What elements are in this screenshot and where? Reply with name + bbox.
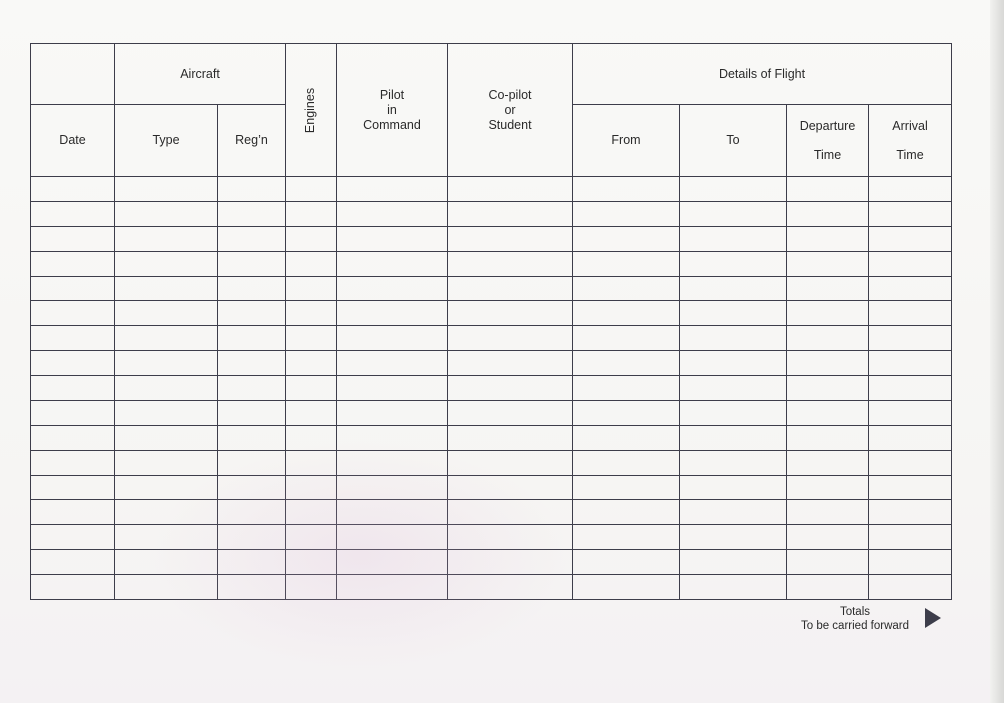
log-cell[interactable] — [31, 301, 115, 326]
log-cell[interactable] — [680, 425, 787, 450]
flight-log-body — [31, 177, 952, 600]
log-cell[interactable] — [115, 450, 218, 475]
log-cell[interactable] — [31, 276, 115, 301]
log-cell[interactable] — [573, 226, 680, 251]
log-cell[interactable] — [787, 525, 869, 550]
log-cell[interactable] — [31, 351, 115, 376]
log-cell[interactable] — [337, 475, 448, 500]
log-cell[interactable] — [218, 177, 286, 202]
log-cell[interactable] — [31, 376, 115, 401]
log-cell[interactable] — [787, 450, 869, 475]
header-details-of-flight: Details of Flight — [573, 44, 952, 105]
log-row — [31, 251, 952, 276]
log-cell[interactable] — [337, 226, 448, 251]
log-cell[interactable] — [218, 550, 286, 575]
header-engines-label: Engines — [303, 87, 318, 133]
totals-note — [790, 605, 920, 633]
log-cell[interactable] — [115, 376, 218, 401]
header-engines — [286, 44, 337, 177]
log-cell[interactable] — [869, 351, 952, 376]
log-cell[interactable] — [680, 351, 787, 376]
log-cell[interactable] — [286, 400, 337, 425]
header-copilot-line-3: Student — [488, 117, 532, 132]
log-cell[interactable] — [573, 326, 680, 351]
log-cell[interactable] — [787, 251, 869, 276]
log-cell[interactable] — [31, 251, 115, 276]
log-row — [31, 575, 952, 600]
log-row — [31, 376, 952, 401]
log-cell[interactable] — [31, 425, 115, 450]
header-pilot-line-2: in — [387, 102, 397, 117]
log-cell[interactable] — [869, 550, 952, 575]
log-cell[interactable] — [218, 351, 286, 376]
log-cell[interactable] — [448, 575, 573, 600]
log-cell[interactable] — [869, 425, 952, 450]
log-row — [31, 226, 952, 251]
log-cell[interactable] — [573, 276, 680, 301]
log-cell[interactable] — [448, 425, 573, 450]
log-cell[interactable] — [337, 326, 448, 351]
log-cell[interactable] — [218, 500, 286, 525]
header-copilot-or-student — [448, 44, 573, 177]
log-cell[interactable] — [680, 226, 787, 251]
log-cell[interactable] — [115, 276, 218, 301]
log-cell[interactable] — [680, 177, 787, 202]
log-cell[interactable] — [448, 525, 573, 550]
log-cell[interactable] — [286, 201, 337, 226]
log-cell[interactable] — [286, 450, 337, 475]
log-cell[interactable] — [573, 550, 680, 575]
log-cell[interactable] — [680, 550, 787, 575]
arrow-right-icon — [925, 608, 941, 628]
log-cell[interactable] — [869, 177, 952, 202]
log-cell[interactable] — [337, 276, 448, 301]
log-cell[interactable] — [31, 226, 115, 251]
log-cell[interactable] — [680, 500, 787, 525]
log-cell[interactable] — [218, 425, 286, 450]
totals-label: Totals — [839, 606, 871, 618]
log-cell[interactable] — [680, 301, 787, 326]
log-cell[interactable] — [787, 575, 869, 600]
log-row — [31, 475, 952, 500]
log-cell[interactable] — [115, 301, 218, 326]
log-cell[interactable] — [337, 351, 448, 376]
log-cell[interactable] — [115, 425, 218, 450]
header-to: To — [680, 105, 787, 177]
log-cell[interactable] — [31, 475, 115, 500]
log-row — [31, 550, 952, 575]
carried-forward-label: To be carried forward — [800, 620, 910, 632]
log-cell[interactable] — [869, 226, 952, 251]
log-cell[interactable] — [115, 475, 218, 500]
header-type: Type — [115, 105, 218, 177]
log-row — [31, 400, 952, 425]
header-departure-line-2: Time — [813, 147, 842, 162]
log-cell[interactable] — [31, 550, 115, 575]
log-cell[interactable] — [31, 201, 115, 226]
header-copilot-line-2: or — [504, 102, 516, 117]
log-cell[interactable] — [337, 376, 448, 401]
log-cell[interactable] — [869, 500, 952, 525]
log-cell[interactable] — [286, 351, 337, 376]
log-cell[interactable] — [286, 500, 337, 525]
log-cell[interactable] — [218, 201, 286, 226]
log-cell[interactable] — [573, 251, 680, 276]
log-cell[interactable] — [573, 575, 680, 600]
header-departure-line-1: Departure — [799, 118, 856, 133]
page-edge-shadow — [990, 0, 1004, 703]
log-cell[interactable] — [286, 475, 337, 500]
log-cell[interactable] — [680, 450, 787, 475]
log-cell[interactable] — [31, 400, 115, 425]
log-cell[interactable] — [218, 276, 286, 301]
log-cell[interactable] — [869, 400, 952, 425]
log-cell[interactable] — [787, 301, 869, 326]
log-cell[interactable] — [680, 376, 787, 401]
log-cell[interactable] — [448, 276, 573, 301]
log-cell[interactable] — [448, 301, 573, 326]
log-cell[interactable] — [115, 351, 218, 376]
log-cell[interactable] — [787, 326, 869, 351]
log-cell[interactable] — [286, 177, 337, 202]
log-cell[interactable] — [115, 326, 218, 351]
log-cell[interactable] — [869, 201, 952, 226]
log-cell[interactable] — [337, 201, 448, 226]
log-cell[interactable] — [869, 251, 952, 276]
log-cell[interactable] — [573, 301, 680, 326]
log-cell[interactable] — [337, 301, 448, 326]
log-cell[interactable] — [448, 376, 573, 401]
log-cell[interactable] — [448, 475, 573, 500]
log-cell[interactable] — [787, 177, 869, 202]
log-cell[interactable] — [448, 351, 573, 376]
header-departure-time — [787, 105, 869, 177]
header-copilot-line-1: Co-pilot — [488, 87, 532, 102]
log-row — [31, 326, 952, 351]
log-cell[interactable] — [286, 550, 337, 575]
log-cell[interactable] — [448, 201, 573, 226]
log-cell[interactable] — [573, 376, 680, 401]
header-arrival-time — [869, 105, 952, 177]
log-cell[interactable] — [337, 575, 448, 600]
log-cell[interactable] — [286, 376, 337, 401]
log-row — [31, 425, 952, 450]
log-cell[interactable] — [448, 226, 573, 251]
log-cell[interactable] — [218, 326, 286, 351]
header-aircraft: Aircraft — [115, 44, 286, 105]
log-cell[interactable] — [31, 500, 115, 525]
log-cell[interactable] — [286, 425, 337, 450]
log-cell[interactable] — [286, 575, 337, 600]
log-cell[interactable] — [869, 475, 952, 500]
log-cell[interactable] — [787, 400, 869, 425]
log-row — [31, 500, 952, 525]
log-cell[interactable] — [573, 450, 680, 475]
log-cell[interactable] — [787, 425, 869, 450]
log-cell[interactable] — [337, 500, 448, 525]
log-cell[interactable] — [787, 500, 869, 525]
log-cell[interactable] — [787, 351, 869, 376]
header-from: From — [573, 105, 680, 177]
header-regn: Reg’n — [218, 105, 286, 177]
log-cell[interactable] — [787, 376, 869, 401]
log-cell[interactable] — [869, 376, 952, 401]
log-cell[interactable] — [218, 400, 286, 425]
log-cell[interactable] — [337, 525, 448, 550]
header-pilot-line-1: Pilot — [379, 87, 405, 102]
log-cell[interactable] — [218, 301, 286, 326]
log-cell[interactable] — [218, 226, 286, 251]
log-cell[interactable] — [869, 276, 952, 301]
log-cell[interactable] — [337, 400, 448, 425]
log-row — [31, 351, 952, 376]
log-cell[interactable] — [448, 326, 573, 351]
log-cell[interactable] — [448, 550, 573, 575]
log-cell[interactable] — [680, 525, 787, 550]
log-cell[interactable] — [115, 201, 218, 226]
log-cell[interactable] — [787, 201, 869, 226]
log-cell[interactable] — [286, 226, 337, 251]
log-row — [31, 201, 952, 226]
log-cell[interactable] — [869, 301, 952, 326]
log-cell[interactable] — [31, 326, 115, 351]
header-arrival-line-2: Time — [896, 147, 924, 162]
log-cell[interactable] — [286, 525, 337, 550]
log-cell[interactable] — [218, 450, 286, 475]
log-cell[interactable] — [31, 450, 115, 475]
log-cell[interactable] — [680, 326, 787, 351]
log-row — [31, 450, 952, 475]
log-cell[interactable] — [869, 326, 952, 351]
log-cell[interactable] — [218, 575, 286, 600]
log-cell[interactable] — [573, 177, 680, 202]
log-cell[interactable] — [573, 475, 680, 500]
log-cell[interactable] — [115, 575, 218, 600]
log-row — [31, 177, 952, 202]
log-cell[interactable] — [448, 177, 573, 202]
log-cell[interactable] — [787, 475, 869, 500]
log-cell[interactable] — [115, 177, 218, 202]
log-cell[interactable] — [573, 525, 680, 550]
log-cell[interactable] — [869, 525, 952, 550]
log-cell[interactable] — [337, 177, 448, 202]
log-cell[interactable] — [115, 400, 218, 425]
log-row — [31, 525, 952, 550]
log-cell[interactable] — [869, 450, 952, 475]
header-arrival-line-1: Arrival — [892, 118, 928, 133]
log-cell[interactable] — [286, 276, 337, 301]
log-cell[interactable] — [680, 276, 787, 301]
log-cell[interactable] — [115, 500, 218, 525]
log-cell[interactable] — [218, 376, 286, 401]
log-cell[interactable] — [218, 475, 286, 500]
log-cell[interactable] — [115, 226, 218, 251]
log-cell[interactable] — [448, 400, 573, 425]
log-cell[interactable] — [573, 425, 680, 450]
log-cell[interactable] — [448, 251, 573, 276]
log-cell[interactable] — [448, 450, 573, 475]
header-pilot-in-command — [337, 44, 448, 177]
log-cell[interactable] — [286, 251, 337, 276]
log-cell[interactable] — [573, 201, 680, 226]
log-cell[interactable] — [31, 575, 115, 600]
log-cell[interactable] — [337, 450, 448, 475]
log-cell[interactable] — [680, 575, 787, 600]
log-row — [31, 301, 952, 326]
log-row — [31, 276, 952, 301]
log-cell[interactable] — [787, 226, 869, 251]
log-cell[interactable] — [115, 525, 218, 550]
log-cell[interactable] — [337, 425, 448, 450]
log-cell[interactable] — [31, 177, 115, 202]
flight-log-table — [30, 43, 952, 600]
log-cell[interactable] — [286, 301, 337, 326]
log-cell[interactable] — [869, 575, 952, 600]
log-cell[interactable] — [218, 251, 286, 276]
log-cell[interactable] — [573, 500, 680, 525]
log-cell[interactable] — [218, 525, 286, 550]
log-cell[interactable] — [115, 251, 218, 276]
log-cell[interactable] — [787, 276, 869, 301]
log-cell[interactable] — [448, 500, 573, 525]
log-cell[interactable] — [337, 550, 448, 575]
header-pilot-line-3: Command — [363, 117, 421, 132]
log-cell[interactable] — [680, 251, 787, 276]
log-cell[interactable] — [31, 525, 115, 550]
log-cell[interactable] — [286, 326, 337, 351]
log-cell[interactable] — [573, 400, 680, 425]
log-cell[interactable] — [680, 201, 787, 226]
log-cell[interactable] — [337, 251, 448, 276]
log-cell[interactable] — [115, 550, 218, 575]
log-cell[interactable] — [680, 475, 787, 500]
log-cell[interactable] — [573, 351, 680, 376]
header-date: Date — [31, 105, 115, 177]
log-cell[interactable] — [787, 550, 869, 575]
log-cell[interactable] — [680, 400, 787, 425]
header-blank — [31, 44, 115, 105]
